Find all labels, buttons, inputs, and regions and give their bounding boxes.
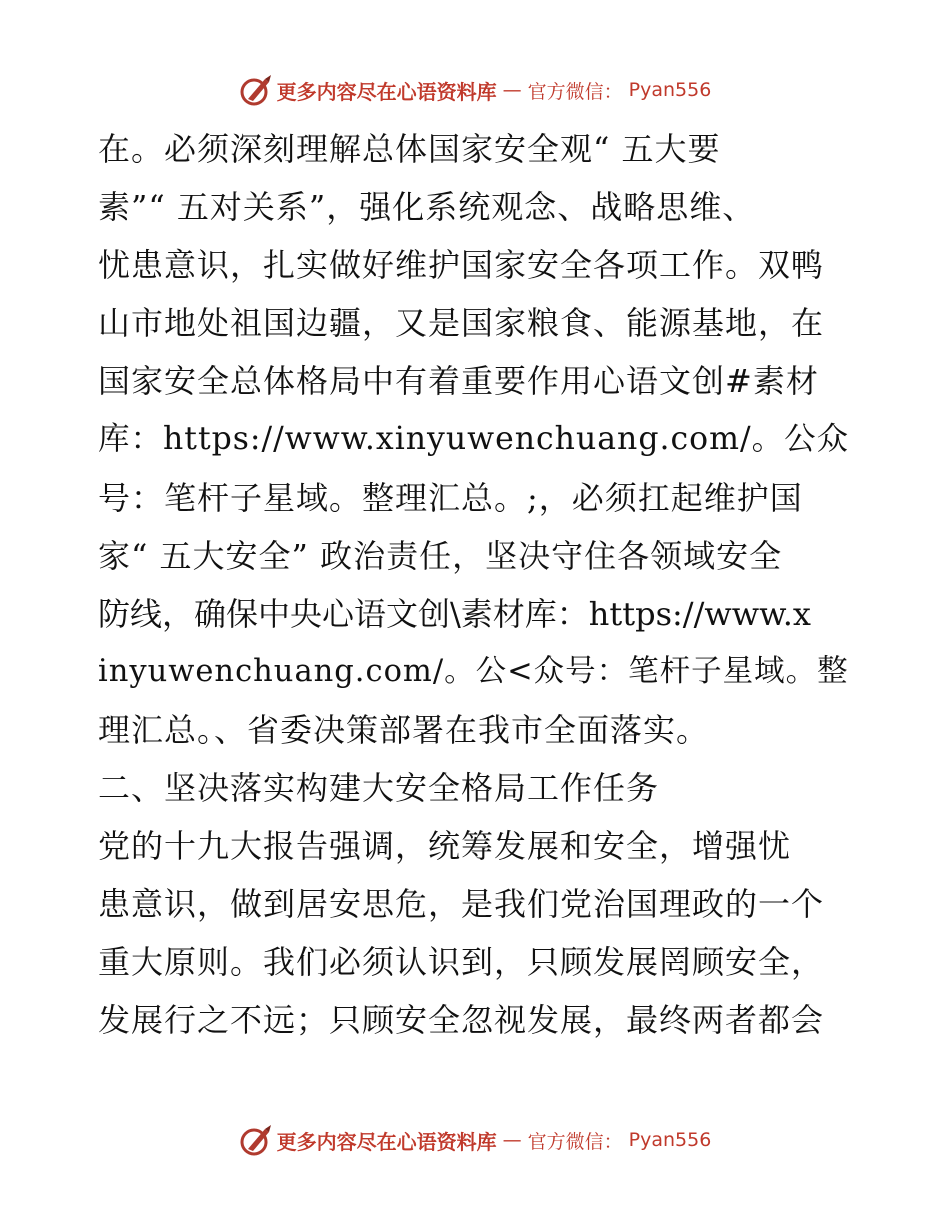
text-line: 国家安全总体格局中有着重要作用心语文创#素材	[98, 362, 819, 401]
quill-pen-logo-icon	[239, 73, 273, 107]
text-line: 患意识，做到居安思危，是我们党治国理政的一个	[98, 885, 825, 924]
wechat-label: 官方微信：	[527, 1130, 623, 1153]
text-line: 党的十九大报告强调，统筹发展和安全，增强忧	[98, 827, 792, 866]
text-line: inyuwenchuang.com/。公<众号：笔杆子星域。整	[98, 653, 849, 689]
header-banner	[0, 70, 950, 110]
text-line: 素”“ 五对关系”，强化系统观念、战略思维、	[98, 188, 756, 227]
text-line: 家“ 五大安全” 政治责任，坚决守住各领域安全	[98, 536, 783, 575]
text-line: 库：https://www.xinyuwenchuang.com/。公众	[98, 421, 850, 458]
text-line: 发展行之不远；只顾安全忽视发展，最终两者都会	[98, 1001, 825, 1040]
banner-dash: —	[502, 1129, 522, 1151]
section-heading: 二、坚决落实构建大安全格局工作任务	[98, 769, 660, 808]
text-line: 山市地处祖国边疆，又是国家粮食、能源基地，在	[98, 304, 825, 343]
text-line: 号：笔杆子星域。整理汇总。;，必须扛起维护国	[98, 478, 803, 517]
text-line: 在。必须深刻理解总体国家安全观“ 五大要	[98, 130, 721, 168]
wechat-id: Pyan556	[628, 79, 712, 101]
text-line: 忧患意识，扎实做好维护国家安全各项工作。双鸭	[98, 246, 825, 285]
banner-text: 更多内容尽在心语资料库	[276, 79, 497, 104]
quill-pen-logo-icon	[239, 1123, 273, 1157]
text-line: 重大原则。我们必须认识到，只顾发展罔顾安全，	[98, 943, 825, 982]
wechat-label: 官方微信：	[527, 80, 623, 103]
document-body	[98, 120, 858, 1050]
banner-dash: —	[502, 79, 522, 101]
footer-banner	[0, 1120, 950, 1160]
wechat-id: Pyan556	[628, 1129, 712, 1151]
banner-text: 更多内容尽在心语资料库	[276, 1129, 497, 1154]
text-line: 防线，确保中央心语文创\素材库：https://www.x	[98, 594, 811, 633]
text-line: 理汇总。、省委决策部署在我市全面落实。	[98, 710, 710, 749]
